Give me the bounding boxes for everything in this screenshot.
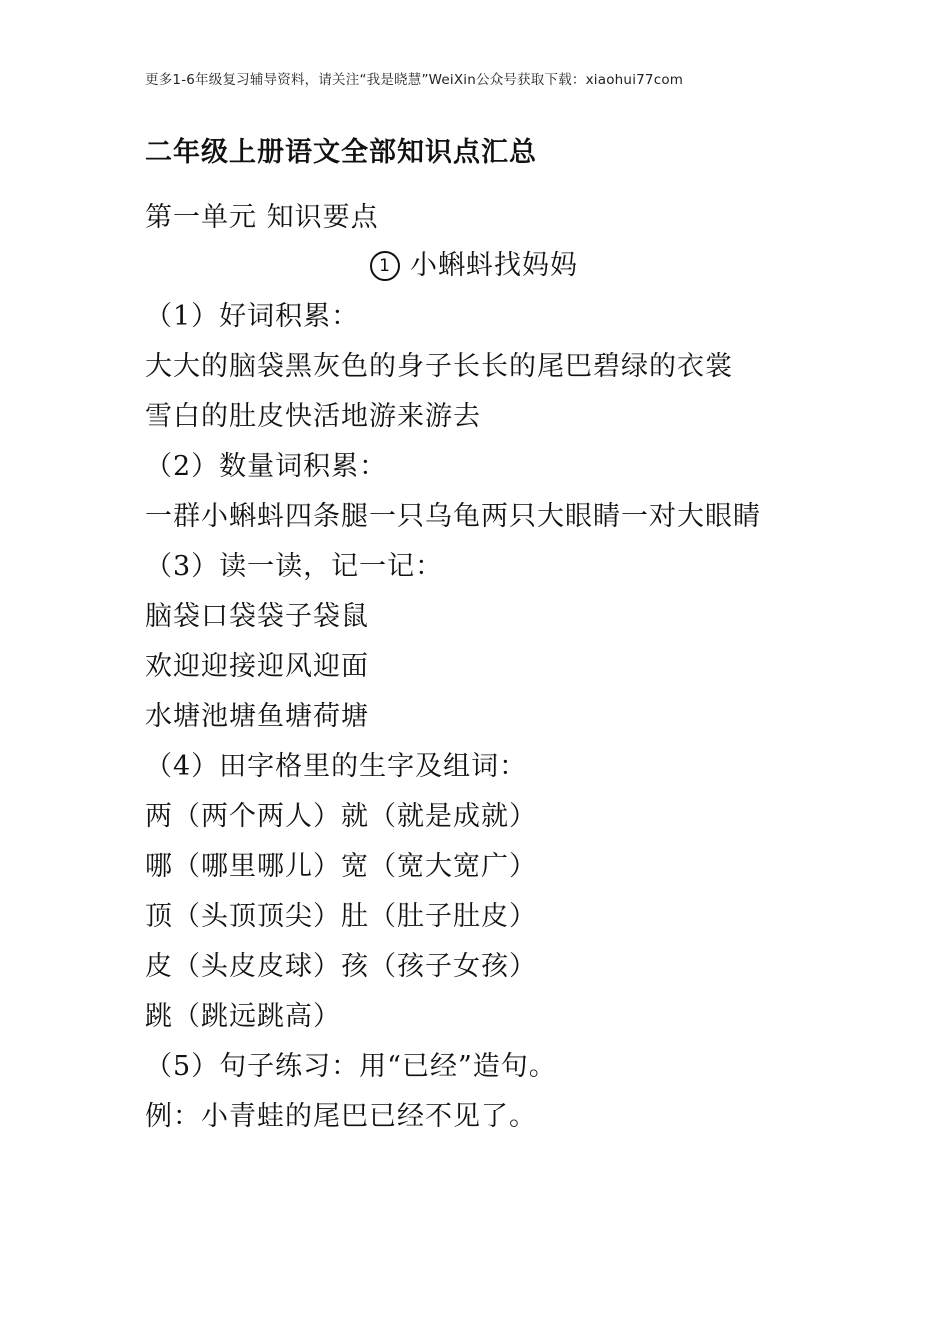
unit-heading: 第一单元 知识要点 [145,202,379,233]
content-line: 跳（跳远跳高） [145,1001,341,1032]
section-heading-new-characters: （4）田字格里的生字及组词： [145,751,528,782]
content-line: 雪白的肚皮快活地游来游去 [145,401,481,432]
section-heading-sentence-practice: （5）句子练习：用“已经”造句。 [145,1051,557,1082]
section-heading-good-words: （1）好词积累： [145,301,360,332]
content-line: 水塘池塘鱼塘荷塘 [145,701,369,732]
content-line: 哪（哪里哪儿）宽（宽大宽广） [145,851,537,882]
circled-number: 1 [370,251,400,281]
content-line: 一群小蝌蚪四条腿一只乌龟两只大眼睛一对大眼睛 [145,501,761,532]
lesson-title-text: 小蝌蚪找妈妈 [410,250,578,281]
lesson-title [370,246,578,286]
section-heading-read-and-memorize: （3）读一读，记一记： [145,551,444,582]
content-line: 欢迎迎接迎风迎面 [145,651,369,682]
section-heading-measure-words: （2）数量词积累： [145,451,388,482]
content-line: 顶（头顶顶尖）肚（肚子肚皮） [145,901,537,932]
content-line: 脑袋口袋袋子袋鼠 [145,601,369,632]
content-line: 大大的脑袋黑灰色的身子长长的尾巴碧绿的衣裳 [145,351,733,382]
content-line: 两（两个两人）就（就是成就） [145,801,537,832]
content-line: 皮（头皮皮球）孩（孩子女孩） [145,951,537,982]
document-title: 二年级上册语文全部知识点汇总 [145,137,537,168]
header-note: 更多1-6年级复习辅导资料，请关注“我是晓慧”WeiXin公众号获取下载：xiaohui77com [145,72,684,88]
example-sentence: 例：小青蛙的尾巴已经不见了。 [145,1101,537,1132]
